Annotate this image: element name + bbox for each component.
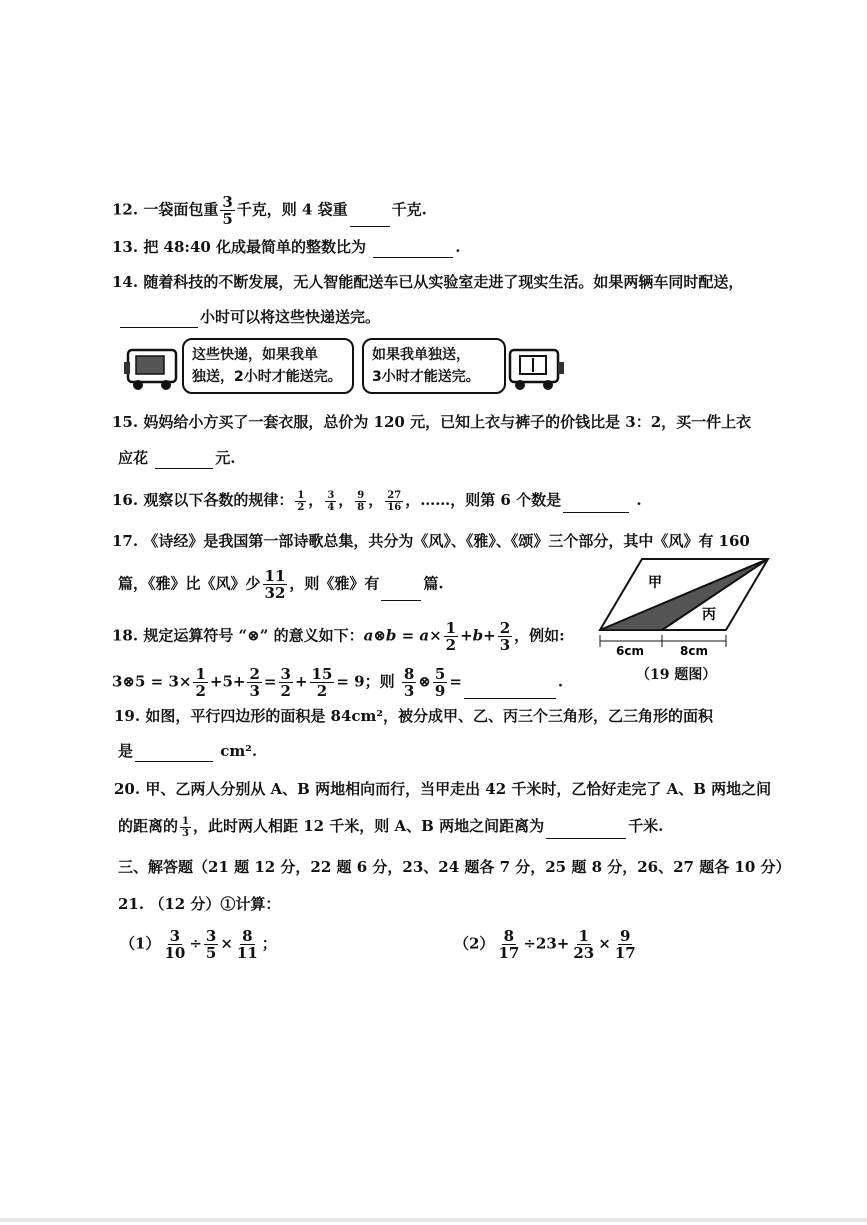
question-17: 17. 《诗经》是我国第一部诗歌总集，共分为《风》、《雅》、《颂》三个部分，其中《风》有 160 (112, 532, 750, 550)
fraction: $\frac{3}{5}$ (222, 193, 233, 228)
fraction: $\frac{9}{17}$ (614, 927, 636, 962)
q12-text: 12. 一袋面包重 (112, 200, 219, 219)
dim-6cm: 6cm (616, 644, 644, 658)
question-21-part2: （2） $\frac{8}{17}$ ÷23+ $\frac{1}{23}$ × $\frac{9}{17}$ (454, 927, 636, 962)
fraction: $\frac{3}{2}$ (280, 665, 291, 700)
speech-bubble-right: 如果我单独送， 3小时才能送完。 (362, 338, 506, 394)
fraction: $\frac{8}{17}$ (498, 927, 520, 962)
question-21: 21. （12 分）①计算： (118, 895, 281, 913)
fraction: $\frac{2}{3}$ (249, 665, 260, 700)
dim-8cm: 8cm (680, 644, 708, 658)
fraction: $\frac{5}{9}$ (434, 665, 446, 700)
fraction: $\frac{1}{23}$ (573, 927, 595, 962)
question-18: 18. 规定运算符号 “⊗” 的意义如下：a⊗b = a× $\frac{1}{2}$ +b+ $\frac{2}{3}$ ，例如: (112, 619, 565, 654)
figure-caption: （19 题图） (636, 667, 717, 683)
question-13: 13. 把 48:40 化成最简单的整数比为 . (112, 238, 461, 256)
fraction: $\frac{1}{3}$ (182, 815, 189, 839)
answer-blank[interactable] (546, 822, 626, 839)
fraction: $\frac{11}{32}$ (264, 567, 286, 602)
question-14-line2: 小时可以将这些快递送完。 (118, 306, 380, 328)
answer-blank[interactable] (135, 745, 213, 762)
fraction: $\frac{1}{2}$ (297, 489, 305, 513)
label-jia: 甲 (648, 575, 662, 591)
fraction: $\frac{3}{5}$ (205, 927, 217, 962)
fraction: $\frac{3}{4}$ (327, 489, 335, 513)
question-20: 20. 甲、乙两人分别从 A、B 两地相向而行，当甲走出 42 千米时，乙恰好走完了 A、B 两地之间 (114, 780, 772, 798)
answer-blank[interactable] (373, 241, 453, 258)
fraction: $\frac{3}{10}$ (164, 927, 186, 962)
question-21-part1: （1） $\frac{3}{10}$ ÷ $\frac{3}{5}$ × $\frac{8}{11}$ ； (120, 927, 277, 962)
label-bing: 丙 (702, 607, 716, 623)
fraction: $\frac{15}{2}$ (311, 665, 333, 700)
fraction: $\frac{2}{3}$ (499, 619, 511, 654)
answer-blank[interactable] (120, 311, 198, 328)
question-15: 15. 妈妈给小方买了一套衣服，总价为 120 元，已知上衣与裤子的价钱比是 3：2，买一件上衣 (112, 413, 752, 431)
answer-blank[interactable] (155, 452, 213, 469)
question-14: 14. 随着科技的不断发展，无人智能配送车已从实验室走进了现实生活。如果两辆车同时配送， (112, 273, 744, 291)
page-bottom-edge (0, 1218, 867, 1222)
fraction: $\frac{8}{11}$ (236, 927, 258, 962)
question-12: 12. 一袋面包重 $\frac{3}{5}$ 千克，则 4 袋重 千克. (112, 193, 427, 228)
fraction: $\frac{1}{2}$ (195, 665, 206, 700)
delivery-truck-right-icon (504, 346, 566, 392)
question-19-line2: 是 cm². (118, 742, 258, 760)
question-19: 19. 如图，平行四边形的面积是 84cm²，被分成甲、乙、丙三个三角形，乙三角形的面积 (114, 707, 713, 725)
question-20-line2: 的距离的 $\frac{1}{3}$ ，此时两人相距 12 千米，则 A、B 两地之间距离为 千米. (118, 815, 664, 839)
answer-blank[interactable] (381, 584, 421, 601)
question-15-line2: 应花 元. (118, 449, 236, 467)
question-16: 16. 观察以下各数的规律： $\frac{1}{2}$ ， $\frac{3}{4}$ ， $\frac{9}{8}$ ， $\frac{27}{16}$ ，……，则第 6 个数是 . (112, 489, 642, 513)
answer-blank[interactable] (563, 496, 629, 513)
section-3-title: 三、解答题（21 题 12 分，22 题 6 分，23、24 题各 7 分，25 题 8 分，26、27 题各 10 分） (118, 858, 791, 876)
delivery-truck-left-icon (122, 346, 182, 392)
question-18-line2: 3⊗5 = 3× $\frac{1}{2}$ +5+ $\frac{2}{3}$ = $\frac{3}{2}$ + $\frac{15}{2}$ = 9；则 $\frac{8}{3}$ ⊗ $\frac{5}{9}$ = . (112, 665, 564, 700)
fraction: $\frac{8}{3}$ (403, 665, 415, 700)
answer-blank[interactable] (350, 210, 390, 227)
question-17-line2: 篇，《雅》比《风》少 $\frac{11}{32}$ ，则《雅》有 篇. (118, 567, 444, 602)
answer-blank[interactable] (464, 682, 556, 699)
speech-bubble-left: 这些快递，如果我单 独送，2小时才能送完。 (182, 338, 354, 394)
fraction: $\frac{9}{8}$ (357, 489, 365, 513)
fraction: $\frac{1}{2}$ (445, 619, 457, 654)
fraction: $\frac{27}{16}$ (387, 489, 402, 513)
